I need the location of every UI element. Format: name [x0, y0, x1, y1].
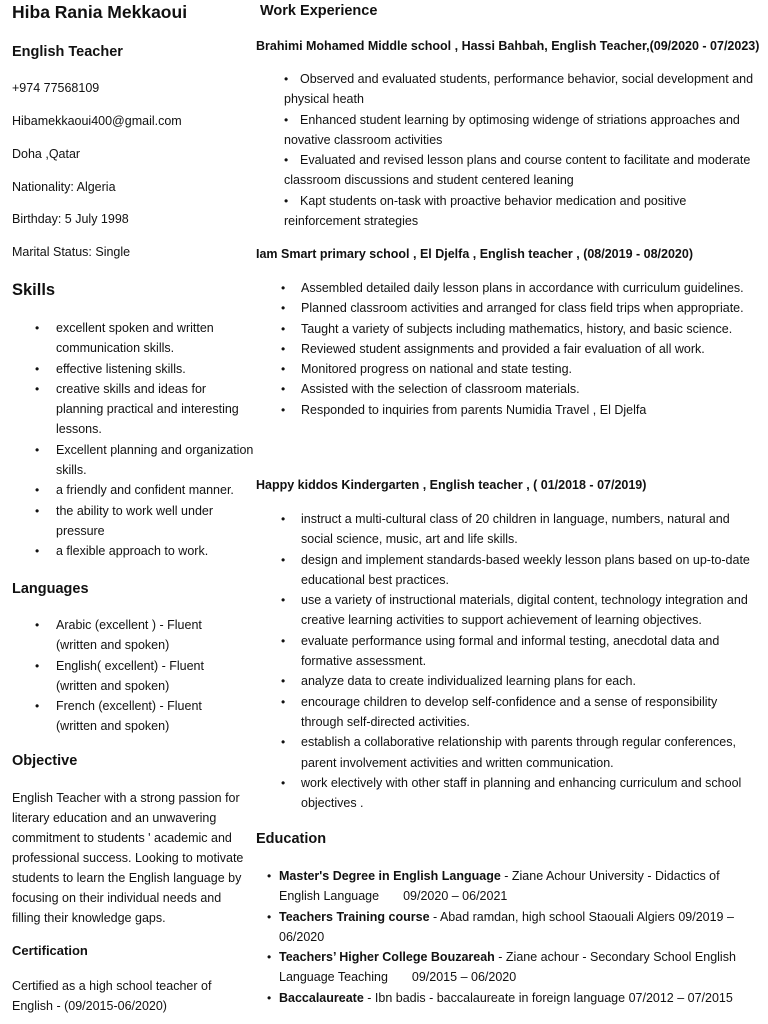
languages-heading: Languages: [12, 581, 89, 597]
phone-number: +974 77568109: [12, 81, 100, 95]
candidate-name: Hiba Rania Mekkaoui: [12, 2, 188, 22]
list-item: • Monitored progress on national and state testing.: [301, 359, 756, 379]
marital-status: Marital Status: Single: [12, 245, 131, 259]
list-item: • Evaluated and revised lesson plans and course content to facilitate and moderate classroom discussions and student centered leaning: [284, 150, 754, 191]
list-item: • Assembled detailed daily lesson plans in accordance with curriculum guidelines.: [301, 278, 756, 298]
education-item: [279, 866, 756, 907]
job-title-1: Brahimi Mohamed Middle school , Hassi Bahbah, English Teacher,(09/2020 - 07/2023): [256, 39, 760, 53]
degree-detail: - Ziane achour - Secondary School English Language Teaching: [279, 950, 736, 985]
list-item: • French (excellent) - Fluent (written and spoken): [56, 696, 232, 737]
degree-name: Master's Degree in English Language: [279, 869, 501, 883]
degree-dates: 07/2012 – 07/2015: [628, 990, 733, 1005]
objective-text: English Teacher with a strong passion for literary education and an unwavering commitment to students ' academic and professional success. Looking to motivate students to learn the English language by focusing on their individual needs and filling their knowledge gaps.: [12, 791, 244, 925]
list-item: • design and implement standards-based weekly lesson plans based on up-to-date educational best practices.: [301, 550, 756, 591]
work-experience-heading: Work Experience: [260, 3, 378, 19]
education-item: [279, 988, 756, 1008]
degree-name: Teachers Training course: [279, 909, 430, 924]
list-item: • creative skills and ideas for planning practical and interesting lessons.: [56, 379, 256, 440]
degree-detail: - Ziane Achour University - Didactics of English Language: [279, 869, 720, 904]
skills-list: [56, 318, 256, 562]
list-item: • work electively with other staff in planning and enhancing curriculum and school objectives .: [301, 773, 756, 814]
education-list: [279, 866, 756, 1008]
education-heading: Education: [256, 831, 327, 847]
education-item: [279, 947, 756, 988]
list-item: • the ability to work well under pressure: [56, 501, 256, 542]
list-item: • effective listening skills.: [56, 359, 256, 379]
job-title-2: Iam Smart primary school , El Djelfa , English teacher , (08/2019 - 08/2020): [256, 247, 693, 261]
job-title-3: Happy kiddos Kindergarten , English teacher , ( 01/2018 - 07/2019): [256, 478, 647, 492]
list-item: • Excellent planning and organization skills.: [56, 440, 256, 481]
list-item: • Enhanced student learning by optimosing widenge of striations approaches and novative classroom activities: [284, 110, 754, 151]
list-item: • a flexible approach to work.: [56, 541, 256, 561]
job-2-duties: [301, 278, 756, 420]
nationality: Nationality: Algeria: [12, 180, 116, 194]
list-item: • analyze data to create individualized learning plans for each.: [301, 671, 756, 691]
degree-dates: 09/2019 – 06/2020: [279, 909, 734, 944]
objective-heading: Objective: [12, 753, 78, 769]
list-item: • Arabic (excellent ) - Fluent (written and spoken): [56, 615, 232, 656]
list-item: • establish a collaborative relationship with parents through regular conferences, parent involvement activities and written communication.: [301, 732, 756, 773]
certification-heading: Certification: [12, 943, 88, 958]
list-item: • Responded to inquiries from parents Numidia Travel , El Djelfa: [301, 400, 756, 420]
list-item: • a friendly and confident manner.: [56, 480, 256, 500]
list-item: • Kapt students on-task with proactive behavior medication and positive reinforcement strategies: [284, 191, 754, 232]
degree-detail: - Ibn badis - baccalaureate in foreign language: [363, 990, 626, 1005]
education-item: [279, 907, 756, 948]
degree-detail: - Abad ramdan, high school Staouali Algiers: [429, 909, 675, 924]
degree-name: Baccalaureate: [279, 990, 364, 1005]
list-item: • Reviewed student assignments and provided a fair evaluation of all work.: [301, 339, 756, 359]
list-item: • evaluate performance using formal and informal testing, anecdotal data and formative assessment.: [301, 631, 756, 672]
location: Doha ,Qatar: [12, 147, 81, 161]
list-item: • English( excellent) - Fluent (written and spoken): [56, 656, 232, 697]
list-item: • use a variety of instructional materials, digital content, technology integration and creative learning activities to support achievement of learning objectives.: [301, 590, 756, 631]
job-3-duties: [301, 509, 756, 813]
list-item: • encourage children to develop self-confidence and a sense of responsibility through self-directed activities.: [301, 692, 756, 733]
list-item: • Taught a variety of subjects including mathematics, history, and basic science.: [301, 319, 756, 339]
languages-list: [56, 615, 232, 737]
certification-text: Certified as a high school teacher of English - (09/2015-06/2020): [12, 979, 212, 1013]
list-item: • Planned classroom activities and arranged for class field trips when appropriate.: [301, 298, 756, 318]
job-1-duties: [284, 69, 754, 231]
list-item: • excellent spoken and written communication skills.: [56, 318, 256, 359]
job-title: English Teacher: [12, 44, 123, 60]
skills-heading: Skills: [12, 281, 56, 299]
email-address: Hibamekkaoui400@gmail.com: [12, 114, 182, 128]
degree-dates: 09/2020 – 06/2021: [403, 889, 508, 904]
degree-name: Teachers’ Higher College Bouzareah: [279, 950, 495, 965]
birthday: Birthday: 5 July 1998: [12, 212, 129, 226]
list-item: • Assisted with the selection of classroom materials.: [301, 379, 756, 399]
degree-dates: 09/2015 – 06/2020: [411, 970, 517, 985]
list-item: • Observed and evaluated students, performance behavior, social development and physical heath: [284, 69, 754, 110]
list-item: • instruct a multi-cultural class of 20 children in language, numbers, natural and social science, music, art and life skills.: [301, 509, 756, 550]
